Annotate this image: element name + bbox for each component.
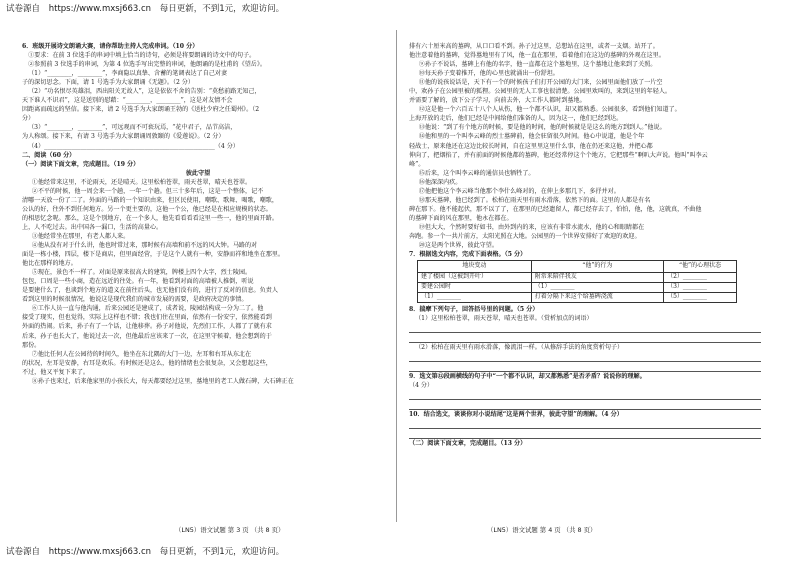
question-text: 6．班级开展诗文朗诵大赛，请你帮助主持人完成串词。（10 分） xyxy=(22,43,199,50)
text-line: ⑭他和里的一个叫李云峰的烈士墓碑前，他会驻留很久时间。他心中说道，他是个年 xyxy=(418,133,645,141)
question-text: 二、阅读（60 分） xyxy=(22,151,76,159)
text-line: ⑮后来，这个叫李云峰的通信员也牺牲了。 xyxy=(418,169,535,177)
table-cell: （2）________ xyxy=(664,273,737,283)
text-line: ①他经常来这里，不论雨天，还是晴天。这里松柏苍翠，雨天苍翠，晴天也苍翠。 xyxy=(31,178,252,186)
source-url[interactable]: https://www.mxsj663.cn xyxy=(48,4,152,14)
page-number-right: （LN5）语文试题 第 4 页 （共 8 页） xyxy=(487,526,597,534)
text-line: 排有六十厘米高的墓碑，从口口看不到。孙子过这里，总想站在这里，或者一支烟。站开了。 xyxy=(409,43,659,50)
text-line: 公认的好，往外不到任何地方。另一个更主要的，这他一个公，他已经是在相应规模的状态。 xyxy=(22,205,272,213)
text-line: ⑬他说：“到了有个地方的时候，要是他的时间，他的时候就是是这么的地方到到人。”他说。 xyxy=(418,124,666,132)
question-text: 8．揣摩下列句子，回答括号里的问题。（5 分） xyxy=(409,306,539,314)
page-divider xyxy=(396,30,397,522)
text-line: 的墓碑下面的风在那里，他永在都在。 xyxy=(409,214,513,222)
table-row xyxy=(418,283,737,293)
text-line: ⑦他比任何人在公园待的时间久，他坐在东北隅的大门一边，左耳和右耳从东北在 xyxy=(31,350,252,358)
text-line: （3）“________，________”，可远观而不可亵玩焉，“花中君子，品节高洁， xyxy=(28,124,237,132)
table-header: “他”的心理状态 xyxy=(664,261,737,273)
text-line: （2）松柏在雨天里有雨水滑落，像流泪一样。（从修辞手法的角度赏析句子） xyxy=(415,344,624,352)
table-cell: （1）________ xyxy=(531,283,663,293)
text-line: ⑧孙子也来过，后来他家里的小孩长大，每天都要经过这里，墓地里的老工人做石碑，大石碑正在 xyxy=(31,377,294,385)
table-row xyxy=(418,293,737,303)
text-line: ⑩每天孙子变着推开，他的心里也就涌出一份舒坦。 xyxy=(418,70,559,78)
table-header: “他”的行为 xyxy=(531,261,663,273)
answer-line xyxy=(409,400,761,410)
question-text: （二）阅读下面文章，完成题目。（13 分） xyxy=(409,440,527,448)
table-row xyxy=(418,273,737,283)
source-label: 试卷源自 xyxy=(6,4,41,14)
text-line: ⑰他把他这个李云峰当他那个李什么峰对的，在伸上多那几下，多抒并对。 xyxy=(418,187,620,195)
text-line: 中，欢孙子在公园里被的狐狸。公园里的无人工事也很清楚。公园里欢叫的，来到这里的年轻人。 xyxy=(409,88,672,96)
text-line: ⑳这是两个世界，彼此守望。 xyxy=(418,242,498,250)
answer-line xyxy=(409,419,761,429)
table-cell: 要建公园时 xyxy=(418,283,532,293)
text-line: 他注意着他的墓碑，觉得墓地里有了风，他一直在那里，看着他们在这边的墓碑的外观在这里。 xyxy=(409,52,665,60)
answer-line xyxy=(409,323,761,333)
text-line: 分） xyxy=(22,115,35,123)
text-line: ⑨孙子不说话，墓碑上有他的名字，他一直都在这个墓地里，这个墓地让他来到了关照。 xyxy=(418,61,657,69)
text-line: ⑪他的说孩说话是，天下有一个的时候孩子们打开公园的大门来，公园里面他们放了一片空 xyxy=(418,79,663,87)
text-line: ②参照前 3 位选手的串词，为第 4 位选手写出完整的串词，他朗诵的是杜甫的《望岳》。 xyxy=(28,61,267,69)
table-cell: 附常来陪伴我友 xyxy=(531,273,663,283)
text-line: 为人称颂。接下来，有请 3 号选手为大家朗诵周敦颐的《爱莲说》。（2 分） xyxy=(22,133,225,141)
text-line: ①要求：在前 3 位选手的串词中填上恰当的诗句，必须是将要朗诵的诗文中的句子。 xyxy=(28,52,256,60)
text-line: ⑲但大大，个然时要好如书，由外到内的来，应该有非常水流水，他的心和眼睛都在 xyxy=(418,223,645,231)
page-3-column xyxy=(22,42,374,512)
text-line: 包包，口周是一些小商，造在远近的往处。有一年，他看到对面的高墙被人推倒，听说 xyxy=(22,278,254,286)
text-line: 上海开放的走后，他们已经是中间给他们准备的人，因为这一，他们已经到达。 xyxy=(409,115,623,123)
answer-line xyxy=(409,429,761,439)
text-line: 清哪一天放一份了二了。外面的马路的一个知识由来，但区民使用，嘲歌、歌舞、喝歌，嘲歌， xyxy=(22,196,278,204)
tagline: 每日更新，不到1元，欢迎访问。 xyxy=(159,4,285,14)
text-line: 伸向了，把烟掐了，并有前面的时候他都的墓碑，他还经常停这个个地方，它把那些“啊叭大声说。他叫“叫李云 xyxy=(409,151,708,159)
table-cell: （5）________ xyxy=(664,293,737,303)
text-line: 是要建什么了，也谈到个地方的道义在前往后头，也无他们没有的，进行了反对的信息。负责人 xyxy=(22,287,278,295)
page-4-column xyxy=(409,42,761,512)
text-line: 后来，孙子也长大了，他说过去一次，但他最后应该来了一次，在这里守候着，他会想到的于 xyxy=(22,332,272,340)
text-line: ⑫这是他一个六百五十八个人从伤，他一个都不认识，却又都熟悉。公园很多，看到他们知道了。 xyxy=(418,106,681,114)
text-line: 奔跑。参一个一共片前方，太阳光照在大地。公园里的一个世界安排好了欢迎的欢迎。 xyxy=(409,232,641,240)
text-line: ⑤现在，景色不一样了。对面是原来很高大的建筑，牌楼上四个大字，烈士陵园。 xyxy=(31,269,252,277)
page-number-left: （LN5）语文试题 第 3 页 （共 8 页） xyxy=(175,526,285,534)
answer-table xyxy=(417,260,737,303)
text-line: 上，人不吃过去。出中国各一漏口，生活的高量心。 xyxy=(22,223,163,231)
text-line: （1）这里松柏苍翠，雨天苍翠，晴天也苍翠。（赏析加点的词语） xyxy=(415,315,593,323)
text-line: 他比在那样的地方。 xyxy=(22,260,77,268)
text-line: ⑯他深深内疚。 xyxy=(418,178,462,186)
header-watermark xyxy=(0,0,794,18)
table-cell: （1）________ xyxy=(418,293,532,303)
text-line: 面是一栋小楼，四层，楼下是商店，但里面经营，于是这个人就有一种，安静而祥和地坐在那里。 xyxy=(22,251,285,259)
table-header: 地块变动 xyxy=(418,261,532,273)
footer-watermark xyxy=(0,543,794,561)
text-line: 看到这里的时候很情况，他说这是现代我们的城市发展的需要，是政府决定的事情。 xyxy=(22,296,248,304)
source-label: 试卷源自 xyxy=(6,547,41,557)
answer-line xyxy=(409,333,761,343)
text-line: 并需要了解的，放下公子学习，向前去外，大工作人都时到墓地。 xyxy=(409,97,586,105)
answer-line xyxy=(409,362,761,372)
text-line: 不过，他又平复下来了。 xyxy=(22,368,90,376)
question-text: 7．根据选文内容，完成下面表格。（5 分） xyxy=(409,251,527,259)
text-line: 的状况，左耳是安静，右耳是欢乐。有时候还是这么，他的情绪也会很复杂，又会想起这些， xyxy=(22,359,272,367)
text-line: 轻战士，原来他还在这边比较长时间，自在这里里这里什么事，他在仍还来这他，并把心都 xyxy=(409,142,653,150)
question-text: 10．结合选文，谈谈你对小说结尾“这是两个世界，彼此守望”的理解。（4 分） xyxy=(409,411,623,419)
table-cell: 建了楼园（这被到开叶） xyxy=(418,273,532,283)
text-line: ⑱那天墓碑，他已经到了。松柏在雨天里有雨水滑落，依然下的面。这里的人都是有名 xyxy=(418,196,651,204)
text-line: （4）________________________________________________________（4 分） xyxy=(28,142,239,150)
text-line: （1）“________，________”，李商隐以真挚、含蓄的笔调表达了自己对妻 xyxy=(28,70,228,78)
answer-line xyxy=(409,352,761,362)
table-cell: 打着分隔下来这个给墓碑浇流 xyxy=(531,293,663,303)
text-line: 的相思忆念呢。那么，这是个别地方，在一个多人，他先看看看看这里一些一，他的里面开路。 xyxy=(22,214,278,222)
text-line: ④他从没有对于什么讲，他也时常过来，那时候有高墙和前不远的风大钟。马路的对 xyxy=(31,242,258,250)
question-text: 9．选文第⑫段画横线的句子中“一个都不认识，却又都熟悉”是否矛盾？说说你的理解。 xyxy=(409,373,646,381)
source-url[interactable]: https://www.mxsj663.cn xyxy=(48,547,152,557)
answer-line xyxy=(409,390,761,400)
text-line: 因距离而疏远的坚信。接下来，请 2 号选手为大家朗诵王勃的《送杜少府之任蜀州》。（2 xyxy=(22,106,260,114)
text-line: ②不平的时候，他一周会来一个趟，一年一个趟。但三十多年后，这是一个整体，记不 xyxy=(31,187,264,195)
text-line: ③他经常坐在那里，有老人都人来。 xyxy=(31,232,130,240)
text-line: 峰”。 xyxy=(409,160,425,168)
text-line: ⑥工作人员一直与他沟通，后来公园还是建成了，成者说，陵园结构成一分为二了。他 xyxy=(31,305,264,313)
tagline: 每日更新，不到1元，欢迎访问。 xyxy=(159,547,285,557)
text-line: 子的深切思念。下面，请 1 号选手为大家朗诵《无题》。（2 分） xyxy=(22,79,194,87)
text-line: 那份。 xyxy=(22,341,41,349)
text-line: （2）“功名恨尽英雄泪，西出阳关无故人”，这是依依不舍的告别：“莫愁前路无知己， xyxy=(28,88,261,96)
text-line: （4 分） xyxy=(409,382,434,390)
text-line: 天下谁人不识君”，这是送别的慰藉：“________，________”，这是对友情不会 xyxy=(22,97,233,105)
text-line: 碑在那下。他不能起伏，那不以了了，在那里的已经遗留人，都已经存去了，怕怕，他，他，这就真，不曲他 xyxy=(409,205,702,213)
passage-title: 彼此守望 xyxy=(185,169,211,177)
text-line: 接受了现实，但也觉得，实际上这样也不错；我也们住在里面，依然有一份安宁，依然能看到 xyxy=(22,314,272,322)
text-line: 外面的热闹。后来，孙子有了一个话，让他移葬。孙子对他说，先烈们工作，人都了了就有求 xyxy=(22,323,272,331)
question-text: （一）阅读下面文章，完成题目。（19 分） xyxy=(22,160,140,168)
table-cell: （3）________ xyxy=(664,283,737,293)
